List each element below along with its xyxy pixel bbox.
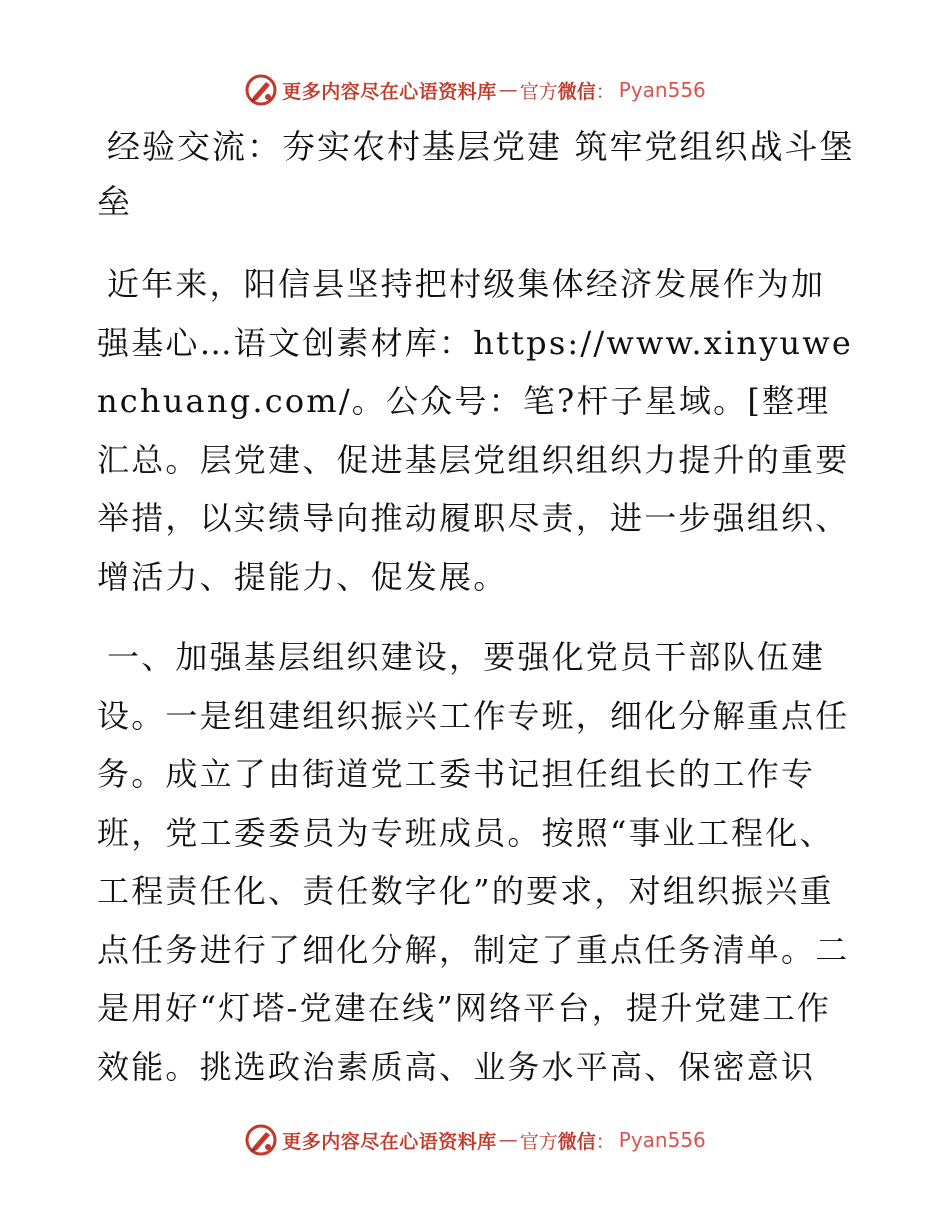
banner-wechat-id: Pyan556 bbox=[618, 78, 706, 102]
footer-watermark-banner bbox=[0, 1120, 950, 1160]
banner-official-label: 官方 bbox=[519, 80, 558, 103]
pen-emblem-icon bbox=[244, 73, 278, 107]
article-body bbox=[97, 115, 857, 1096]
banner-separator: — bbox=[498, 1129, 518, 1151]
header-watermark-banner bbox=[0, 70, 950, 110]
article-title: 经验交流：夯实农村基层党建 筑牢党组织战斗堡垒 bbox=[97, 127, 855, 221]
banner-wechat-label: 微信 bbox=[557, 80, 596, 103]
banner-separator: — bbox=[498, 79, 518, 101]
article-paragraph-2: 一、加强基层组织建设，要强化党员干部队伍建设。一是组建组织振兴工作专班，细化分解重点任务。成立了由街道党工委书记担任组长的工作专班，党工委委员为专班成员。按照“事业工程化、工程责任化、责任数字化”的要求，对组织振兴重点任务进行了细化分解，制定了重点任务清单。二是用好“灯塔-党建在线”网络平台，提升党建工作效能。挑选政治素质高、业务水平高、保密意识 bbox=[97, 638, 850, 1086]
banner-wechat-id: Pyan556 bbox=[618, 1128, 706, 1152]
banner-main-text: 更多内容尽在心语资料库 bbox=[282, 1130, 497, 1153]
banner-colon: ： bbox=[595, 80, 615, 103]
banner-main-text: 更多内容尽在心语资料库 bbox=[282, 80, 497, 103]
banner-official-label: 官方 bbox=[519, 1130, 558, 1153]
pen-emblem-icon bbox=[244, 1123, 278, 1157]
banner-colon: ： bbox=[595, 1130, 615, 1153]
article-paragraph-1: 近年来，阳信县坚持把村级集体经济发展作为加强基心…语文创素材库：https://www.xinyuwenchuang.com/。公众号：笔?杆子星域。[整理汇总。层党建、促进基层党组织组织力提升的重要举措，以实绩导向推动履职尽责，进一步强组织、增活力、提能力、促发展。 bbox=[97, 265, 854, 596]
banner-wechat-label: 微信 bbox=[557, 1130, 596, 1153]
